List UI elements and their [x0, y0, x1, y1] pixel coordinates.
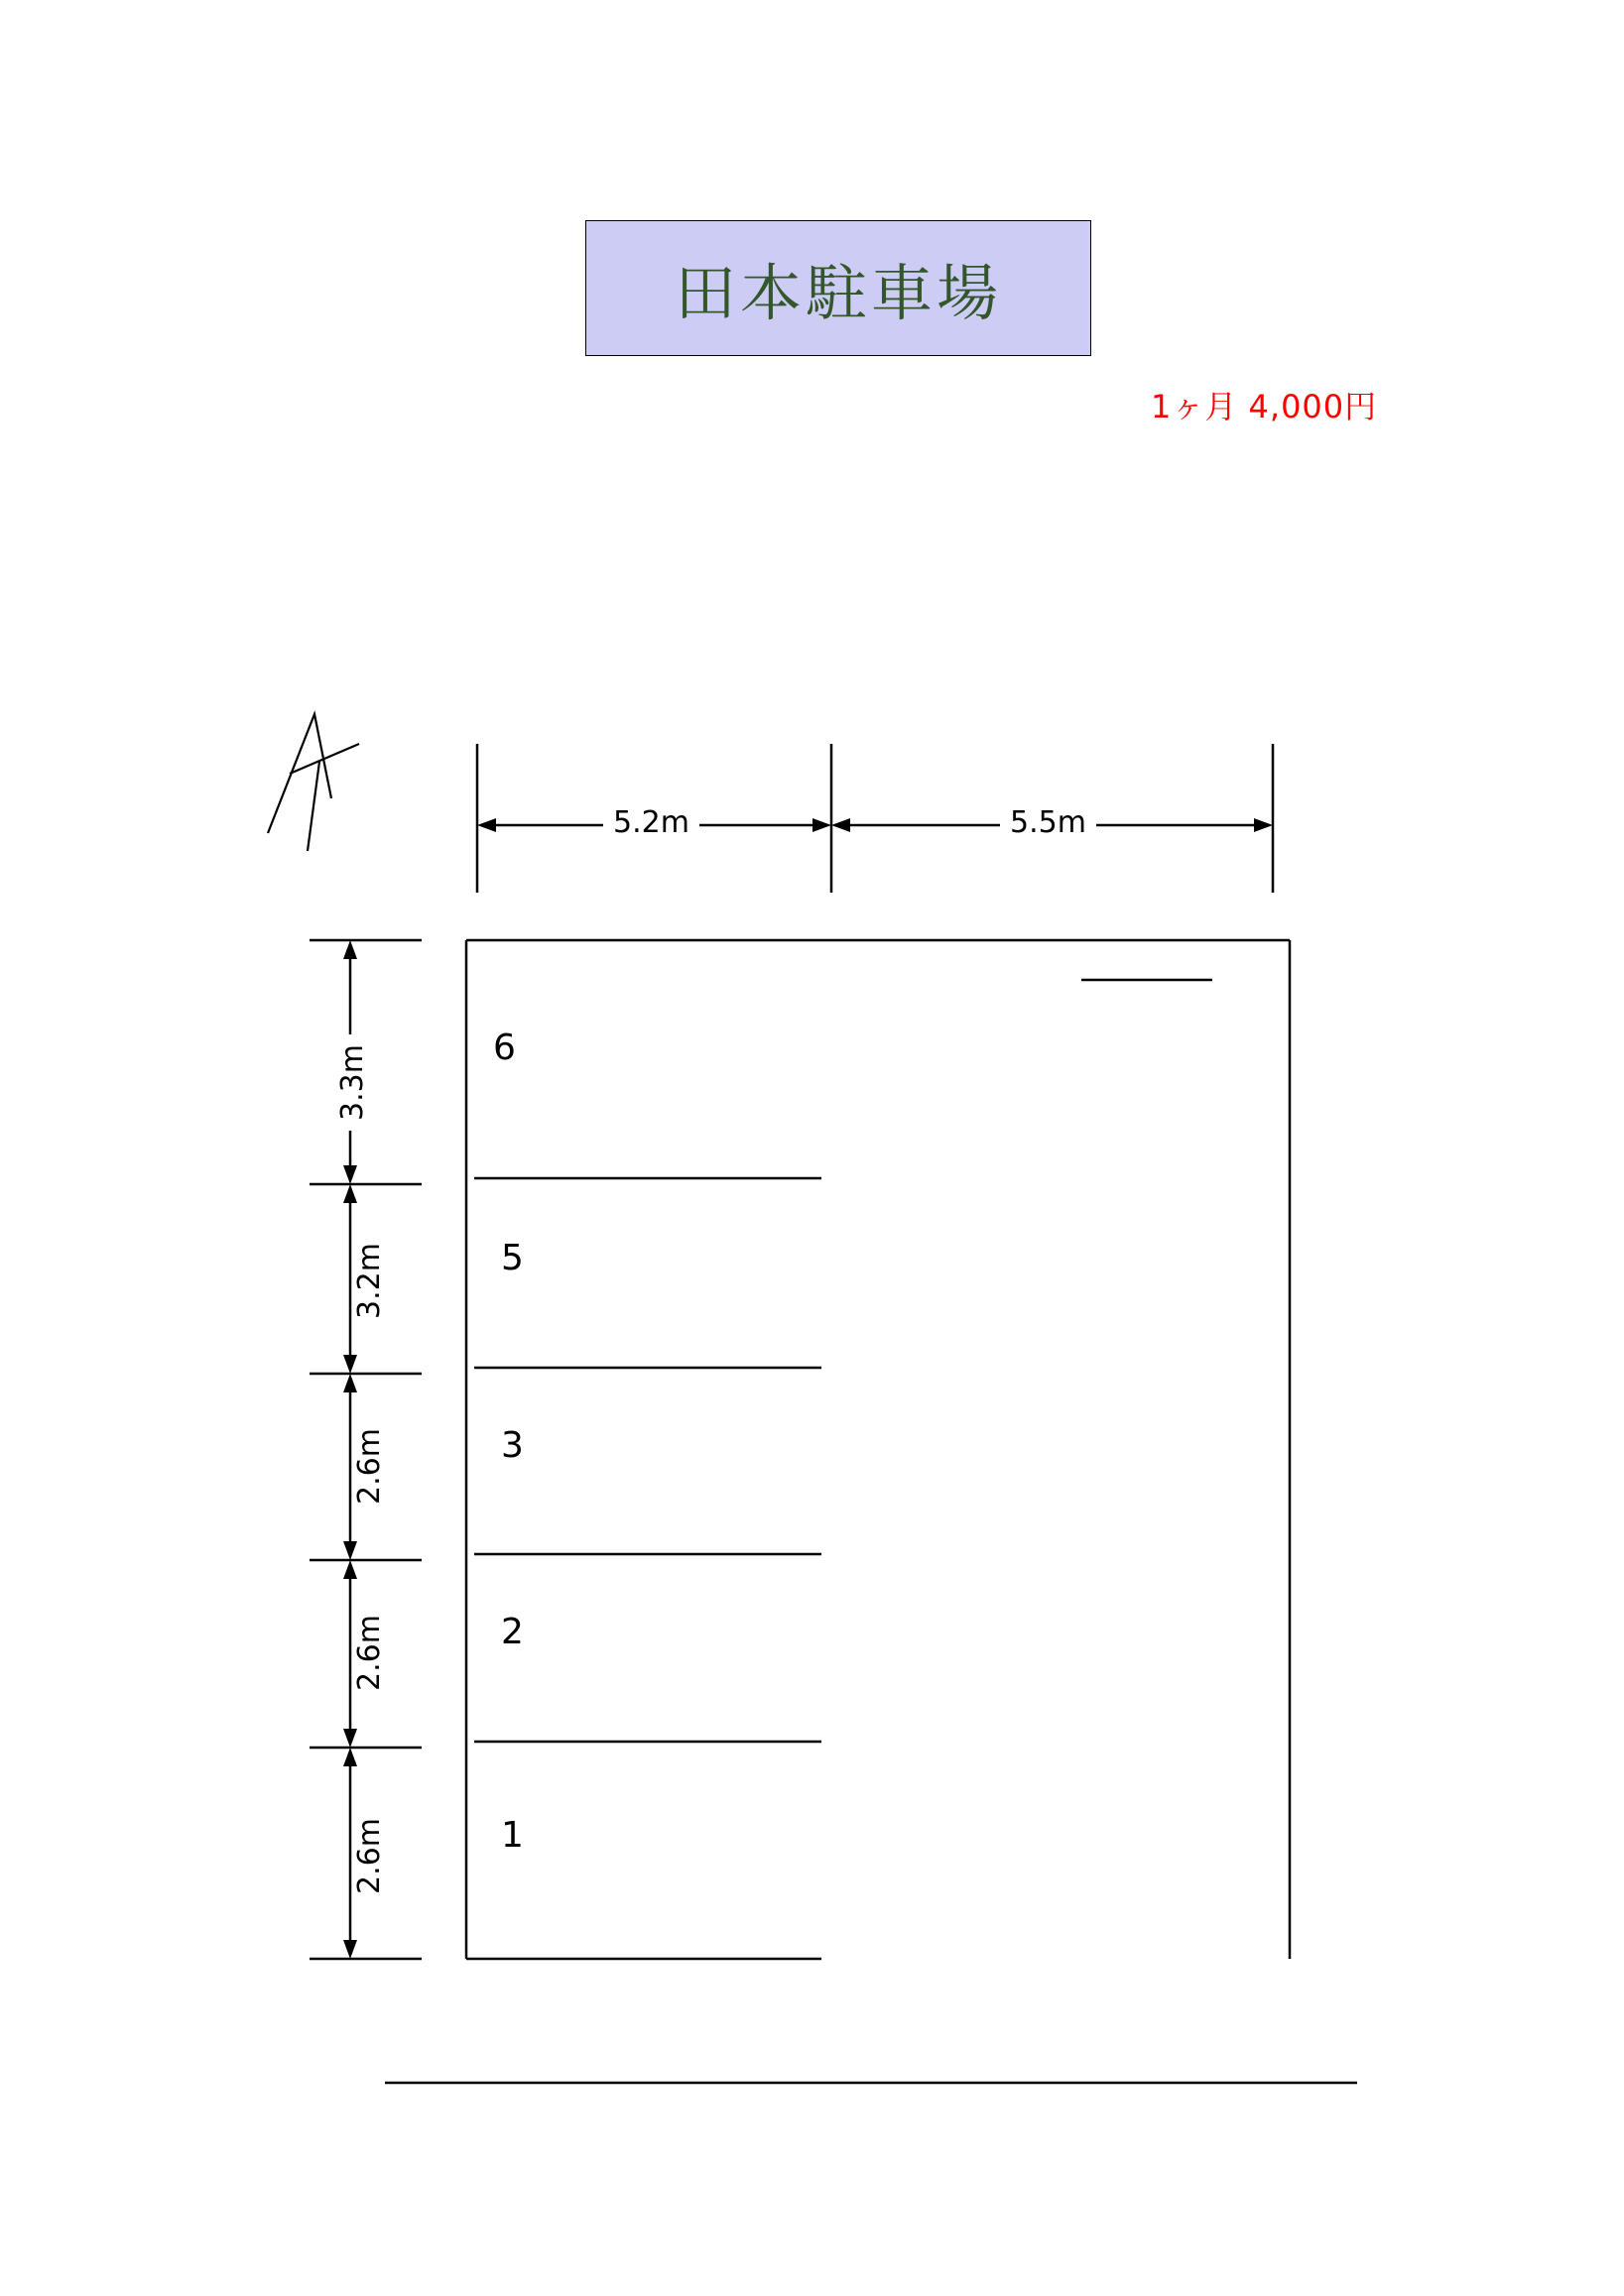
dimension-label-depth-3: 2.6m — [352, 1418, 387, 1514]
monthly-price-note: 1ヶ月 4,000円 — [1151, 388, 1378, 425]
dimension-label-depth-2: 3.2m — [352, 1233, 387, 1329]
title-box — [585, 220, 1091, 356]
page-title: 田本駐車場 — [674, 257, 1002, 329]
stall-number-3: 3 — [501, 1425, 524, 1466]
stall-number-1: 1 — [501, 1815, 524, 1856]
stall-number-2: 2 — [501, 1612, 524, 1652]
dimension-label-width-2: 5.5m — [1000, 805, 1096, 840]
north-arrow-icon — [260, 704, 369, 853]
stall-number-5: 5 — [501, 1238, 524, 1278]
stall-number-6: 6 — [493, 1027, 516, 1068]
dimension-label-depth-5: 2.6m — [352, 1808, 387, 1904]
dimension-label-width-1: 5.2m — [603, 805, 699, 840]
dimension-label-depth-1: 3.3m — [335, 1034, 370, 1131]
dimension-label-depth-4: 2.6m — [352, 1605, 387, 1701]
